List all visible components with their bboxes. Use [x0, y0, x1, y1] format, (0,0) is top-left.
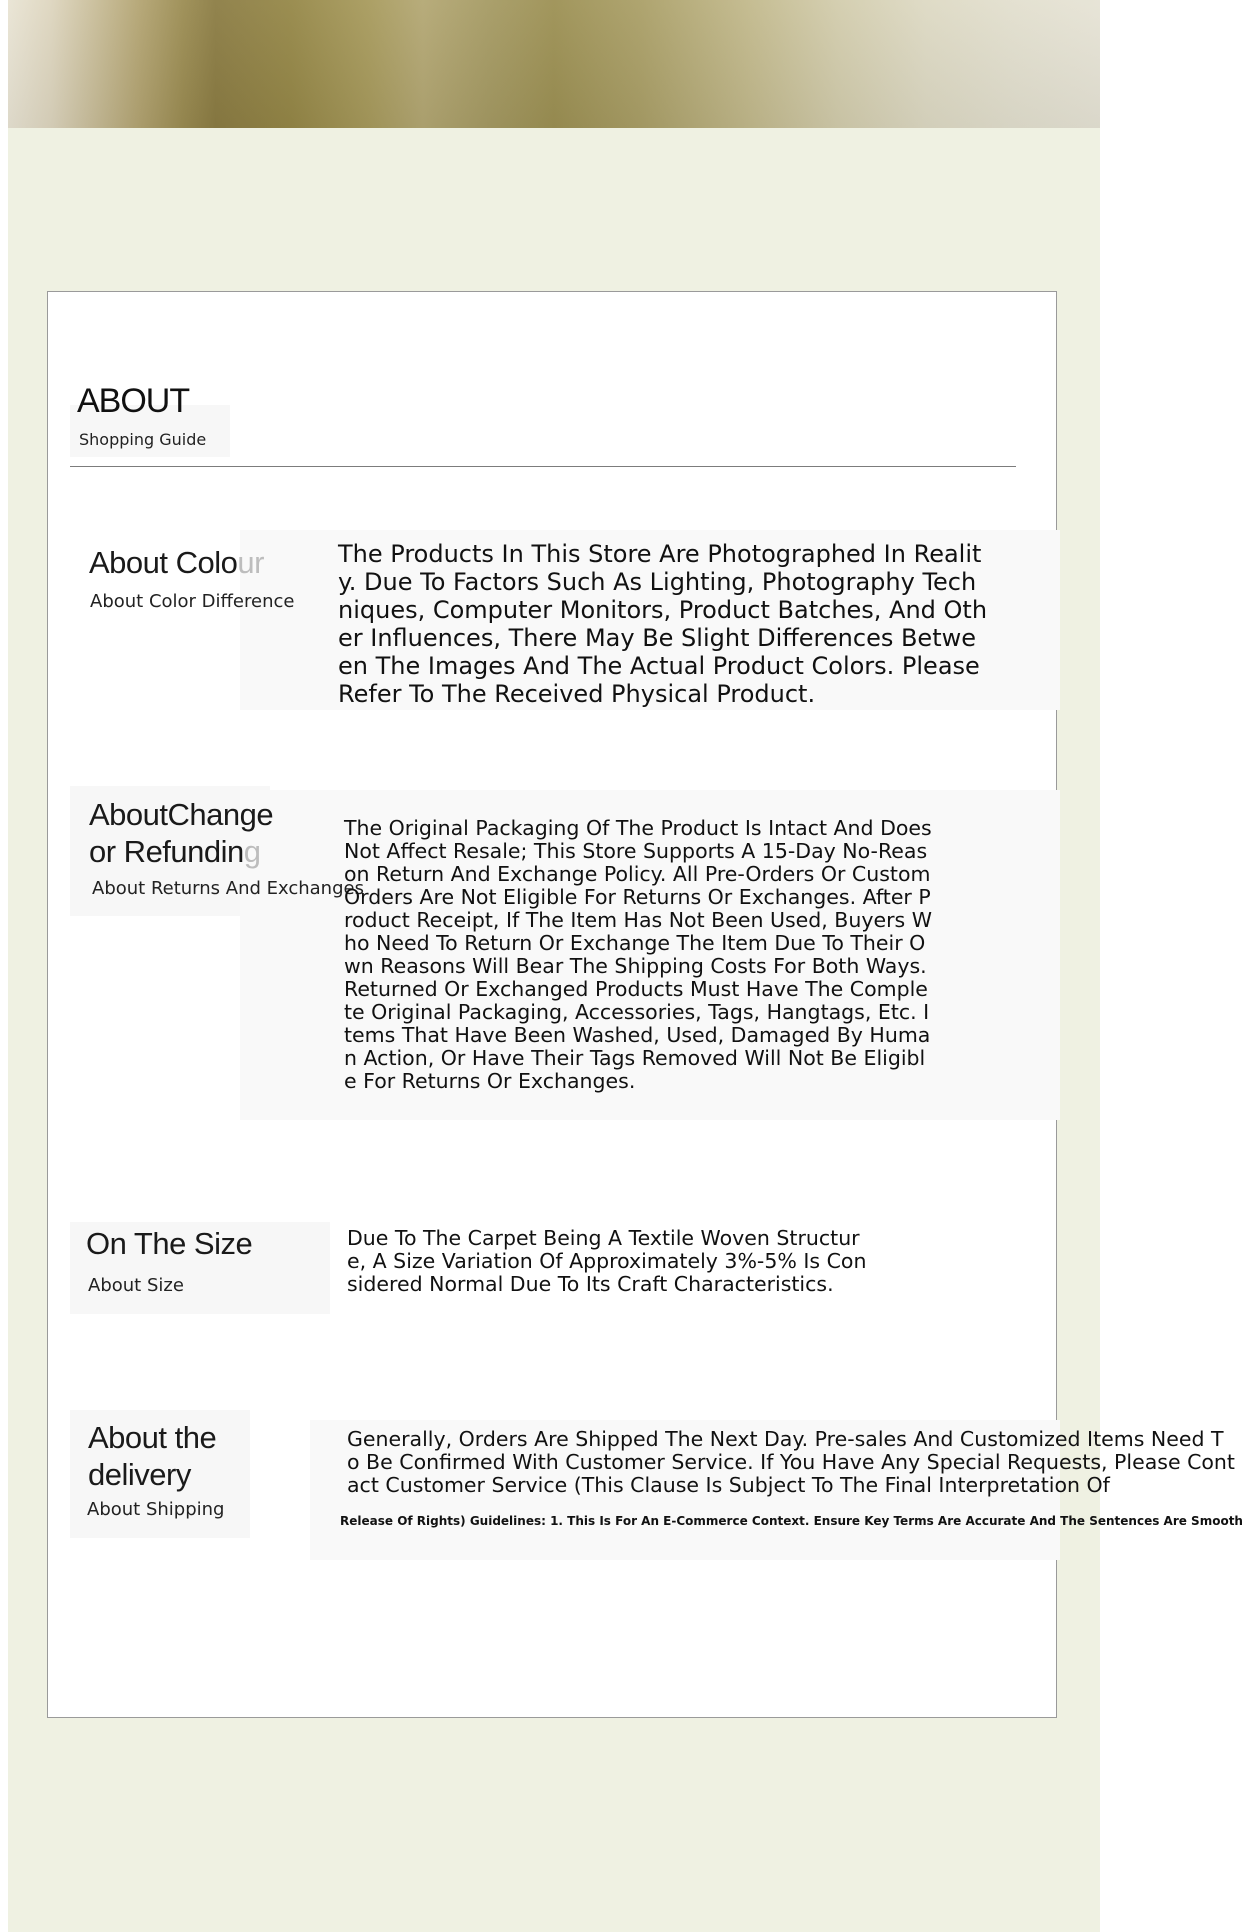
section-title-line2: delivery [88, 1457, 191, 1492]
section-title-size [86, 1225, 252, 1262]
section-subtitle-colour: About Color Difference [90, 591, 295, 612]
section-title-text: On The Size [86, 1226, 253, 1261]
section-title-text: About Colo [89, 545, 238, 580]
section-title-colour [89, 544, 264, 581]
section-text-delivery [347, 1428, 1235, 1497]
page-subtitle: Shopping Guide [79, 430, 207, 449]
text-line: act Customer Service (This Clause Is Subject To The Final Interpretation Of [347, 1473, 1110, 1497]
section-subtitle-returns: About Returns And Exchanges [92, 878, 364, 899]
section-title-text: About the [88, 1420, 217, 1455]
section-text-size: Due To The Carpet Being A Textile Woven Structure, A Size Variation Of Approximately 3%-5% Is Considered Normal Due To Its Craft Characteristics. [347, 1226, 867, 1296]
banner-shade [8, 0, 1100, 128]
section-subtitle-delivery: About Shipping [87, 1499, 225, 1520]
page-title: ABOUT [77, 382, 190, 420]
section-subtitle-size: About Size [88, 1275, 184, 1296]
text-line: o Be Confirmed With Customer Service. If You Have Any Special Requests, Please Cont [347, 1450, 1235, 1474]
section-title-line2: or Refundin [89, 834, 244, 869]
section-title-delivery [88, 1419, 216, 1493]
title-divider [70, 466, 1016, 467]
section-title-fade: ur [237, 545, 264, 580]
section-note-delivery: Release Of Rights) Guidelines: 1. This Is For An E-Commerce Context. Ensure Key Terms Are Accurate And The Sentences Are Smooth [340, 1514, 1243, 1528]
section-title-returns [89, 796, 273, 870]
section-text-colour: The Products In This Store Are Photographed In Reality. Due To Factors Such As Lighting, Photography Techniques, Computer Monitors, Product Batches, And Other Influences, There May Be Slight Differences Between The Images And The Actual Product Colors. Please Refer To The Received Physical Product. [338, 540, 988, 708]
text-line: Generally, Orders Are Shipped The Next Day. Pre-sales And Customized Items Need T [347, 1427, 1224, 1451]
section-title-text: AboutChange [89, 797, 274, 832]
section-text-returns: The Original Packaging Of The Product Is Intact And Does Not Affect Resale; This Store Supports A 15-Day No-Reason Return And Exchange Policy. All Pre-Orders Or Custom Orders Are Not Eligible For Returns Or Exchanges. After Product Receipt, If The Item Has Not Been Used, Buyers Who Need To Return Or Exchange The Item Due To Their Own Reasons Will Bear The Shipping Costs For Both Ways. Returned Or Exchanged Products Must Have The Complete Original Packaging, Accessories, Tags, Hangtags, Etc. Items That Have Been Washed, Used, Damaged By Human Action, Or Have Their Tags Removed Will Not Be Eligible For Returns Or Exchanges. [344, 816, 932, 1093]
section-title-fade: g [243, 834, 261, 869]
